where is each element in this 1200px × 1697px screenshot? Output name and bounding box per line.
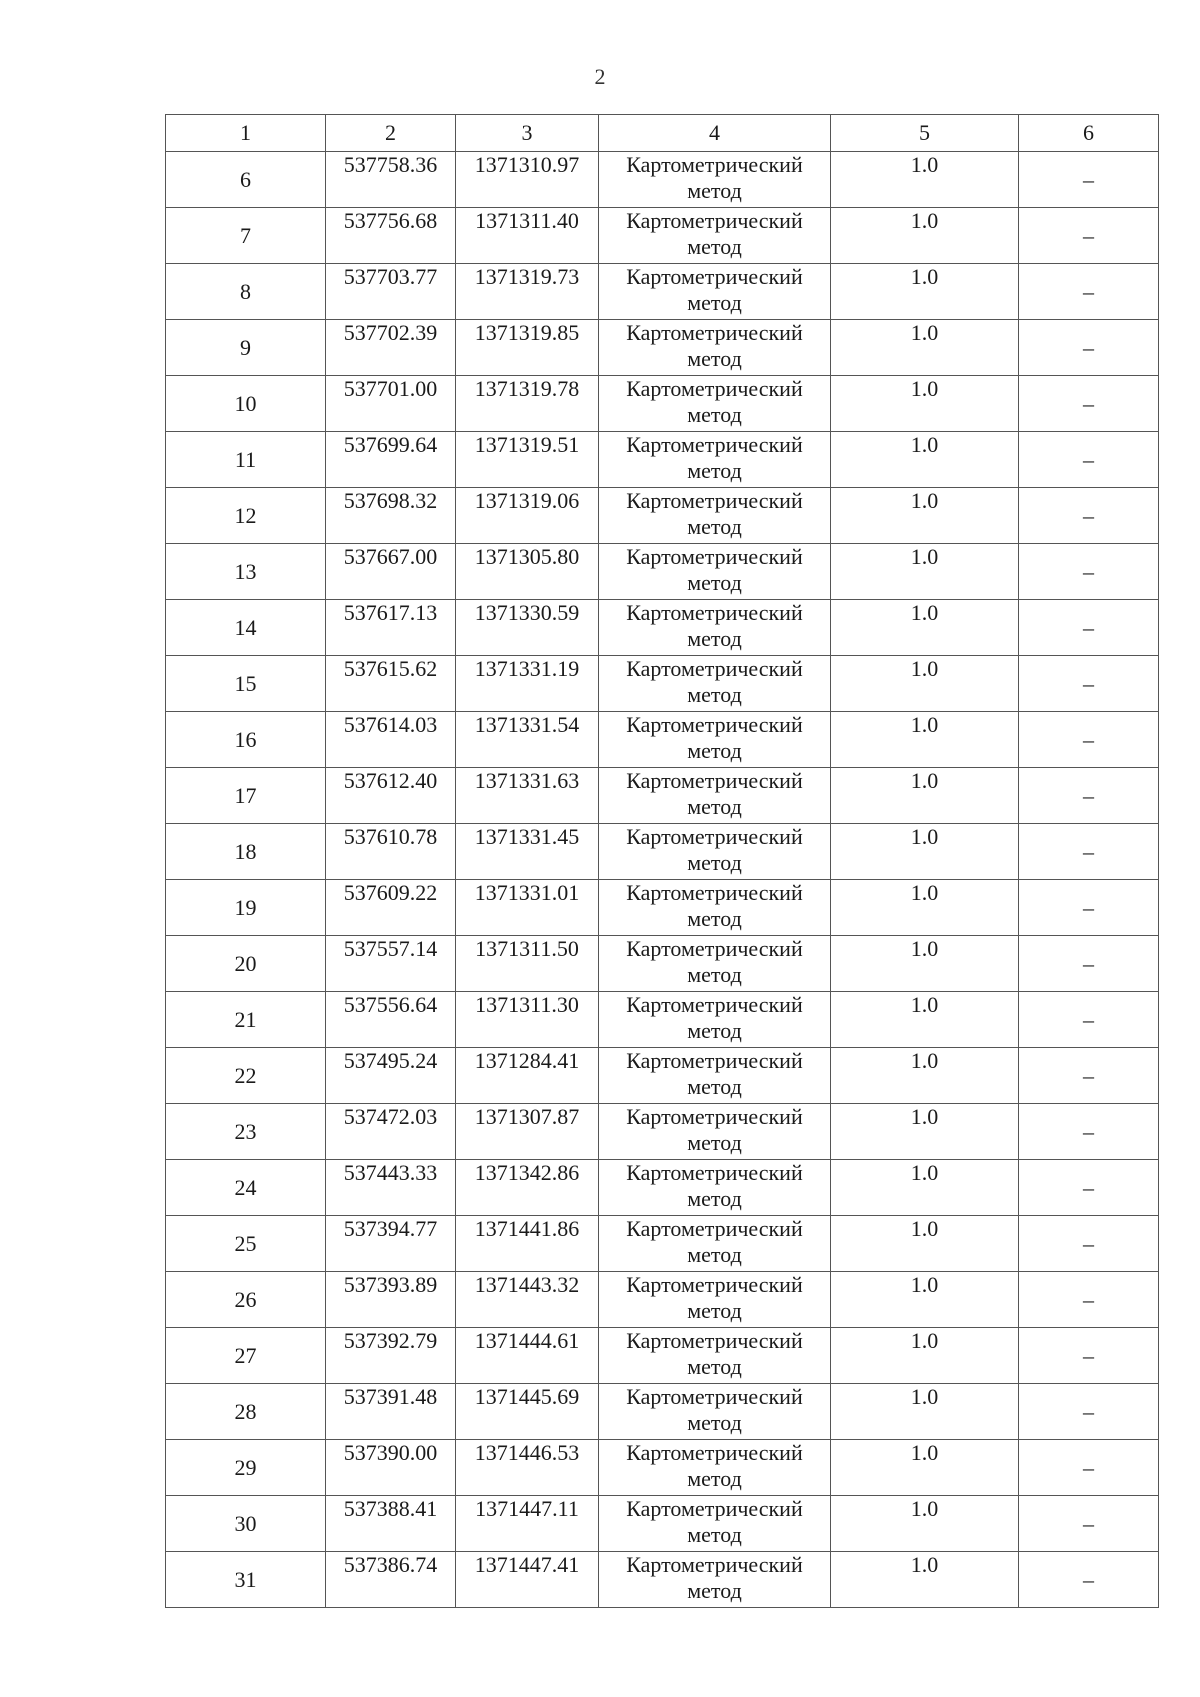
point-number: 28 (166, 1384, 326, 1440)
method-line-2: метод (687, 1466, 742, 1491)
accuracy-value: 1.0 (831, 1216, 1019, 1272)
method-line-2: метод (687, 234, 742, 259)
accuracy-value: 1.0 (831, 1104, 1019, 1160)
table-row (166, 824, 1159, 880)
table-row (166, 432, 1159, 488)
method-line-2: метод (687, 906, 742, 931)
method-line-2: метод (687, 290, 742, 315)
column-header-5: 5 (831, 115, 1019, 152)
coordinate-x: 537386.74 (326, 1552, 456, 1608)
method-line-2: метод (687, 682, 742, 707)
method-line-1: Картометрический (626, 768, 803, 793)
point-number: 8 (166, 264, 326, 320)
method-line-1: Картометрический (626, 656, 803, 681)
accuracy-value: 1.0 (831, 880, 1019, 936)
accuracy-value: 1.0 (831, 1048, 1019, 1104)
method-line-2: метод (687, 1186, 742, 1211)
coordinate-y: 1371331.63 (456, 768, 599, 824)
note-dash: – (1019, 992, 1159, 1048)
method-line-1: Картометрический (626, 264, 803, 289)
accuracy-value: 1.0 (831, 264, 1019, 320)
method-line-1: Картометрический (626, 936, 803, 961)
note-dash: – (1019, 1272, 1159, 1328)
method-line-2: метод (687, 850, 742, 875)
note-dash: – (1019, 1384, 1159, 1440)
table-row (166, 1552, 1159, 1608)
note-dash: – (1019, 1496, 1159, 1552)
note-dash: – (1019, 544, 1159, 600)
point-number: 9 (166, 320, 326, 376)
accuracy-value: 1.0 (831, 1272, 1019, 1328)
note-dash: – (1019, 1216, 1159, 1272)
method-line-1: Картометрический (626, 880, 803, 905)
coordinate-x: 537698.32 (326, 488, 456, 544)
point-number: 17 (166, 768, 326, 824)
coordinate-y: 1371445.69 (456, 1384, 599, 1440)
method-line-2: метод (687, 570, 742, 595)
method-line-1: Картометрический (626, 992, 803, 1017)
coordinate-y: 1371307.87 (456, 1104, 599, 1160)
method-cell (599, 1216, 831, 1272)
method-line-2: метод (687, 1130, 742, 1155)
table-row (166, 656, 1159, 712)
accuracy-value: 1.0 (831, 376, 1019, 432)
coordinate-x: 537610.78 (326, 824, 456, 880)
method-line-1: Картометрический (626, 152, 803, 177)
method-cell (599, 1272, 831, 1328)
table-row (166, 1160, 1159, 1216)
accuracy-value: 1.0 (831, 656, 1019, 712)
note-dash: – (1019, 1328, 1159, 1384)
method-cell (599, 768, 831, 824)
coordinate-y: 1371311.40 (456, 208, 599, 264)
point-number: 12 (166, 488, 326, 544)
point-number: 31 (166, 1552, 326, 1608)
table-body (166, 152, 1159, 1608)
point-number: 26 (166, 1272, 326, 1328)
column-header-3: 3 (456, 115, 599, 152)
table-row (166, 1440, 1159, 1496)
method-line-1: Картометрический (626, 376, 803, 401)
method-cell (599, 1048, 831, 1104)
method-line-2: метод (687, 1018, 742, 1043)
coordinate-x: 537699.64 (326, 432, 456, 488)
point-number: 22 (166, 1048, 326, 1104)
method-cell (599, 488, 831, 544)
method-line-1: Картометрический (626, 320, 803, 345)
method-line-2: метод (687, 402, 742, 427)
note-dash: – (1019, 320, 1159, 376)
method-line-2: метод (687, 794, 742, 819)
method-line-1: Картометрический (626, 544, 803, 569)
method-line-1: Картометрический (626, 208, 803, 233)
table-row (166, 264, 1159, 320)
coordinate-y: 1371446.53 (456, 1440, 599, 1496)
coordinate-x: 537612.40 (326, 768, 456, 824)
accuracy-value: 1.0 (831, 488, 1019, 544)
coordinate-y: 1371319.06 (456, 488, 599, 544)
column-header-6: 6 (1019, 115, 1159, 152)
accuracy-value: 1.0 (831, 1552, 1019, 1608)
accuracy-value: 1.0 (831, 1496, 1019, 1552)
method-cell (599, 1384, 831, 1440)
accuracy-value: 1.0 (831, 432, 1019, 488)
coordinate-x: 537614.03 (326, 712, 456, 768)
coordinates-table (165, 114, 1159, 1608)
method-line-1: Картометрический (626, 1216, 803, 1241)
method-line-1: Картометрический (626, 488, 803, 513)
note-dash: – (1019, 600, 1159, 656)
column-header-4: 4 (599, 115, 831, 152)
method-cell (599, 1328, 831, 1384)
accuracy-value: 1.0 (831, 544, 1019, 600)
method-cell (599, 1104, 831, 1160)
table-header (166, 115, 1159, 152)
point-number: 6 (166, 152, 326, 208)
coordinate-y: 1371319.85 (456, 320, 599, 376)
coordinate-y: 1371319.51 (456, 432, 599, 488)
note-dash: – (1019, 376, 1159, 432)
coordinate-x: 537609.22 (326, 880, 456, 936)
method-line-2: метод (687, 1354, 742, 1379)
table-row (166, 712, 1159, 768)
point-number: 13 (166, 544, 326, 600)
coordinate-y: 1371447.11 (456, 1496, 599, 1552)
method-cell (599, 1552, 831, 1608)
method-cell (599, 1160, 831, 1216)
method-cell (599, 432, 831, 488)
point-number: 23 (166, 1104, 326, 1160)
method-line-1: Картометрический (626, 1496, 803, 1521)
method-line-1: Картометрический (626, 1160, 803, 1185)
method-line-2: метод (687, 514, 742, 539)
method-line-2: метод (687, 178, 742, 203)
point-number: 16 (166, 712, 326, 768)
method-line-2: метод (687, 738, 742, 763)
accuracy-value: 1.0 (831, 1328, 1019, 1384)
coordinate-y: 1371311.50 (456, 936, 599, 992)
table-row (166, 1328, 1159, 1384)
table-row (166, 880, 1159, 936)
method-line-2: метод (687, 1410, 742, 1435)
method-line-1: Картометрический (626, 1272, 803, 1297)
note-dash: – (1019, 712, 1159, 768)
note-dash: – (1019, 1048, 1159, 1104)
note-dash: – (1019, 1160, 1159, 1216)
coordinate-y: 1371447.41 (456, 1552, 599, 1608)
table-row (166, 992, 1159, 1048)
point-number: 14 (166, 600, 326, 656)
point-number: 27 (166, 1328, 326, 1384)
note-dash: – (1019, 208, 1159, 264)
header-row (166, 115, 1159, 152)
coordinate-x: 537391.48 (326, 1384, 456, 1440)
point-number: 20 (166, 936, 326, 992)
coordinate-x: 537388.41 (326, 1496, 456, 1552)
coordinate-y: 1371331.45 (456, 824, 599, 880)
method-line-2: метод (687, 1298, 742, 1323)
method-line-2: метод (687, 1074, 742, 1099)
table-row (166, 1048, 1159, 1104)
accuracy-value: 1.0 (831, 936, 1019, 992)
coordinate-y: 1371310.97 (456, 152, 599, 208)
coordinate-x: 537758.36 (326, 152, 456, 208)
method-line-2: метод (687, 1522, 742, 1547)
point-number: 25 (166, 1216, 326, 1272)
point-number: 15 (166, 656, 326, 712)
coordinate-y: 1371342.86 (456, 1160, 599, 1216)
method-line-2: метод (687, 346, 742, 371)
table-row (166, 1496, 1159, 1552)
coordinate-y: 1371311.30 (456, 992, 599, 1048)
method-cell (599, 824, 831, 880)
coordinate-x: 537390.00 (326, 1440, 456, 1496)
coordinate-y: 1371331.19 (456, 656, 599, 712)
table-row (166, 1216, 1159, 1272)
method-cell (599, 264, 831, 320)
accuracy-value: 1.0 (831, 824, 1019, 880)
table-row (166, 376, 1159, 432)
method-line-1: Картометрический (626, 1104, 803, 1129)
method-line-2: метод (687, 1578, 742, 1603)
point-number: 24 (166, 1160, 326, 1216)
coordinate-y: 1371305.80 (456, 544, 599, 600)
coordinate-y: 1371444.61 (456, 1328, 599, 1384)
method-cell (599, 320, 831, 376)
note-dash: – (1019, 1552, 1159, 1608)
column-header-2: 2 (326, 115, 456, 152)
method-cell (599, 544, 831, 600)
table-row (166, 768, 1159, 824)
note-dash: – (1019, 880, 1159, 936)
point-number: 29 (166, 1440, 326, 1496)
coordinate-y: 1371443.32 (456, 1272, 599, 1328)
accuracy-value: 1.0 (831, 152, 1019, 208)
table-row (166, 320, 1159, 376)
method-line-2: метод (687, 626, 742, 651)
table-row (166, 544, 1159, 600)
coordinate-x: 537392.79 (326, 1328, 456, 1384)
method-line-1: Картометрический (626, 1048, 803, 1073)
table-row (166, 1272, 1159, 1328)
method-cell (599, 1440, 831, 1496)
coordinate-x: 537393.89 (326, 1272, 456, 1328)
note-dash: – (1019, 656, 1159, 712)
coordinate-x: 537394.77 (326, 1216, 456, 1272)
point-number: 10 (166, 376, 326, 432)
method-cell (599, 992, 831, 1048)
coordinate-x: 537702.39 (326, 320, 456, 376)
coordinate-y: 1371331.01 (456, 880, 599, 936)
accuracy-value: 1.0 (831, 320, 1019, 376)
method-line-1: Картометрический (626, 1440, 803, 1465)
point-number: 11 (166, 432, 326, 488)
coordinate-x: 537617.13 (326, 600, 456, 656)
note-dash: – (1019, 768, 1159, 824)
method-line-1: Картометрический (626, 712, 803, 737)
method-line-1: Картометрический (626, 824, 803, 849)
note-dash: – (1019, 152, 1159, 208)
table-row (166, 600, 1159, 656)
point-number: 30 (166, 1496, 326, 1552)
point-number: 18 (166, 824, 326, 880)
coordinate-x: 537495.24 (326, 1048, 456, 1104)
accuracy-value: 1.0 (831, 1440, 1019, 1496)
method-cell (599, 880, 831, 936)
accuracy-value: 1.0 (831, 208, 1019, 264)
accuracy-value: 1.0 (831, 1384, 1019, 1440)
table-row (166, 1104, 1159, 1160)
accuracy-value: 1.0 (831, 768, 1019, 824)
coordinate-x: 537701.00 (326, 376, 456, 432)
table-row (166, 936, 1159, 992)
coordinate-x: 537443.33 (326, 1160, 456, 1216)
table-row (166, 1384, 1159, 1440)
point-number: 7 (166, 208, 326, 264)
coordinate-x: 537703.77 (326, 264, 456, 320)
method-cell (599, 936, 831, 992)
note-dash: – (1019, 264, 1159, 320)
accuracy-value: 1.0 (831, 1160, 1019, 1216)
method-line-1: Картометрический (626, 1384, 803, 1409)
coordinate-y: 1371330.59 (456, 600, 599, 656)
column-header-1: 1 (166, 115, 326, 152)
point-number: 21 (166, 992, 326, 1048)
method-line-1: Картометрический (626, 432, 803, 457)
method-cell (599, 208, 831, 264)
method-cell (599, 152, 831, 208)
coordinate-y: 1371319.78 (456, 376, 599, 432)
method-cell (599, 376, 831, 432)
method-cell (599, 712, 831, 768)
coordinate-x: 537756.68 (326, 208, 456, 264)
accuracy-value: 1.0 (831, 600, 1019, 656)
table-row (166, 152, 1159, 208)
method-cell (599, 1496, 831, 1552)
method-line-2: метод (687, 1242, 742, 1267)
table-row (166, 208, 1159, 264)
note-dash: – (1019, 1440, 1159, 1496)
coordinate-y: 1371319.73 (456, 264, 599, 320)
point-number: 19 (166, 880, 326, 936)
method-line-1: Картометрический (626, 1328, 803, 1353)
note-dash: – (1019, 432, 1159, 488)
method-line-2: метод (687, 458, 742, 483)
method-cell (599, 656, 831, 712)
coordinate-x: 537667.00 (326, 544, 456, 600)
coordinate-y: 1371284.41 (456, 1048, 599, 1104)
coordinate-x: 537472.03 (326, 1104, 456, 1160)
table-row (166, 488, 1159, 544)
coordinate-x: 537615.62 (326, 656, 456, 712)
coordinate-y: 1371441.86 (456, 1216, 599, 1272)
note-dash: – (1019, 936, 1159, 992)
accuracy-value: 1.0 (831, 712, 1019, 768)
note-dash: – (1019, 824, 1159, 880)
coordinate-y: 1371331.54 (456, 712, 599, 768)
accuracy-value: 1.0 (831, 992, 1019, 1048)
coordinate-x: 537557.14 (326, 936, 456, 992)
note-dash: – (1019, 1104, 1159, 1160)
method-line-1: Картометрический (626, 1552, 803, 1577)
method-line-2: метод (687, 962, 742, 987)
method-line-1: Картометрический (626, 600, 803, 625)
note-dash: – (1019, 488, 1159, 544)
method-cell (599, 600, 831, 656)
coordinate-x: 537556.64 (326, 992, 456, 1048)
page-number: 2 (594, 64, 606, 89)
